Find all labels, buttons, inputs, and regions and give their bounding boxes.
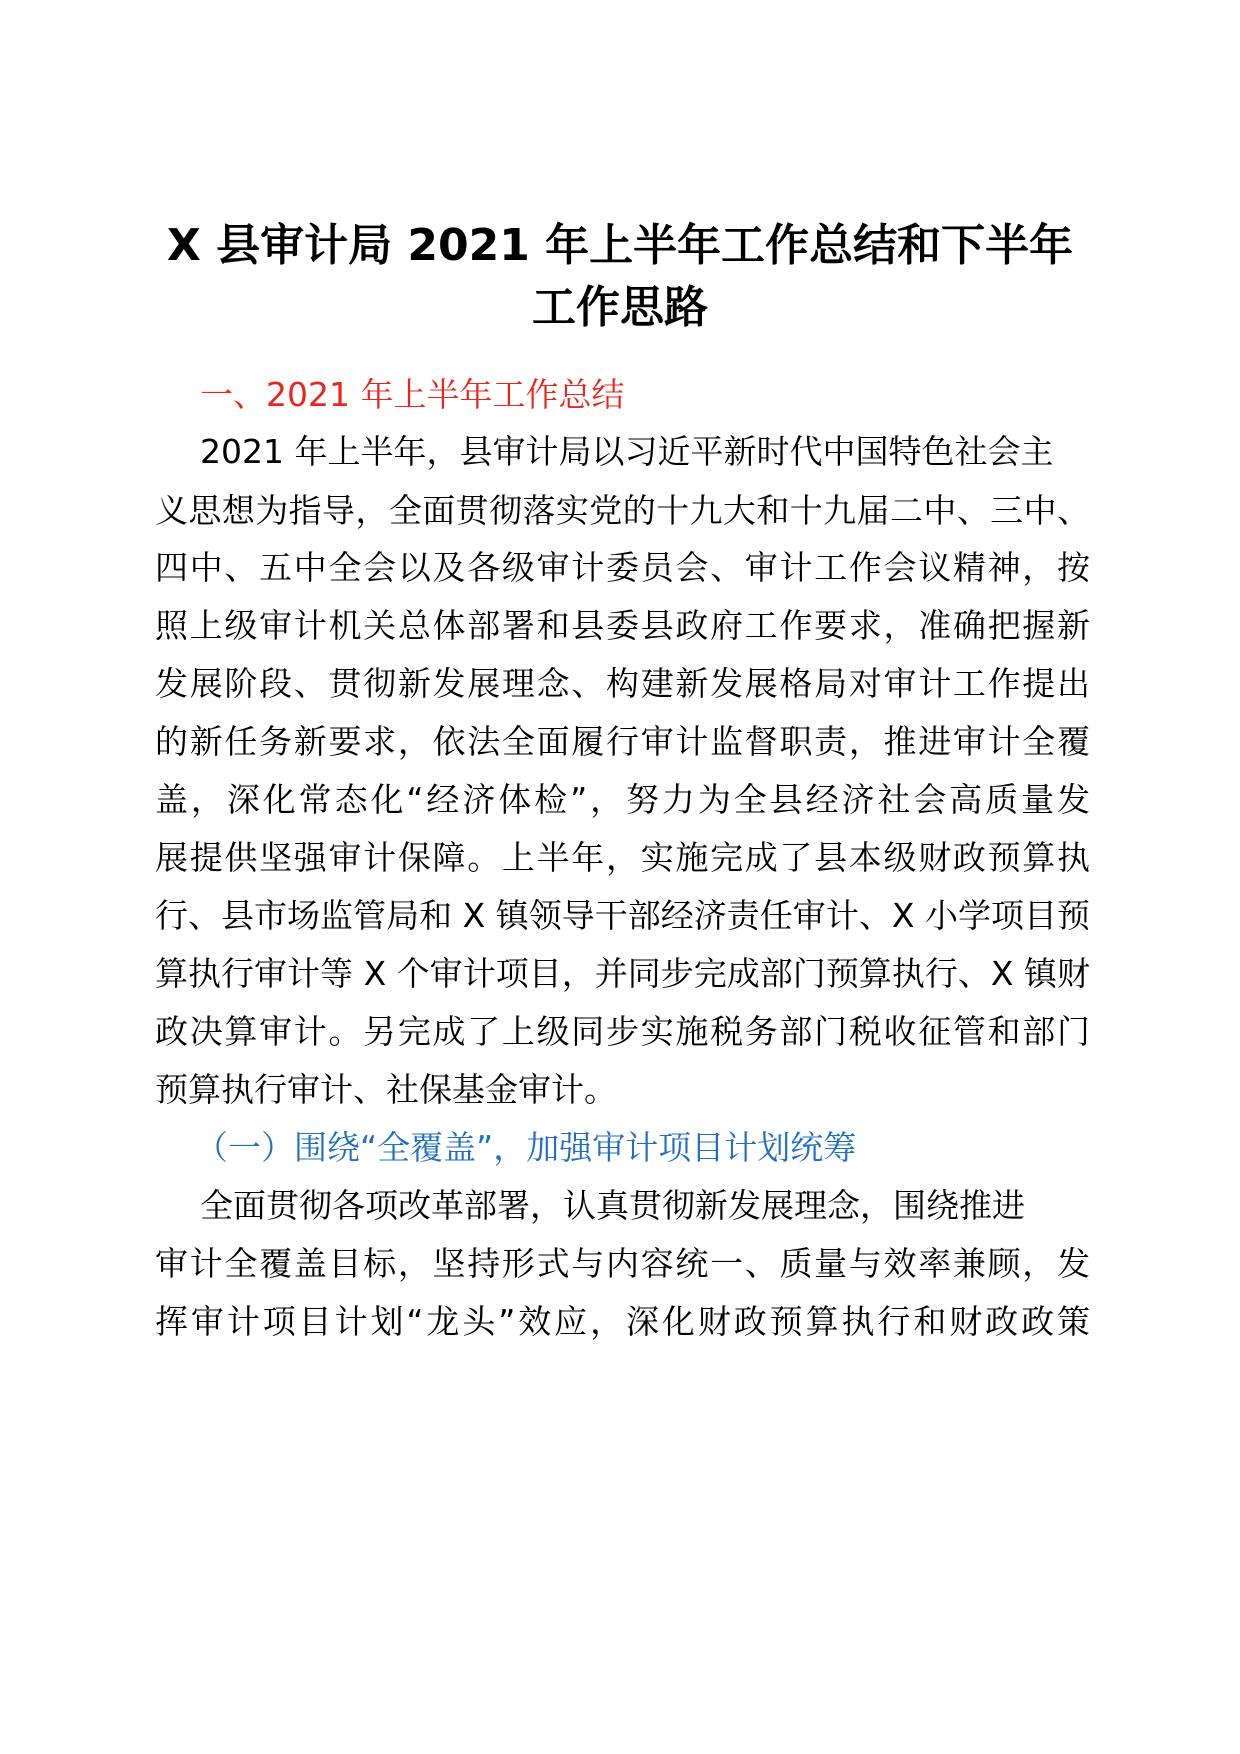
paragraph-line: 发展阶段、贯彻新发展理念、构建新发展格局对审计工作提出 [155, 664, 1090, 703]
document-title-line-2: 工作思路 [532, 282, 708, 333]
paragraph-line: 挥审计项目计划“龙头”效应，深化财政预算执行和财政政策 [155, 1302, 1090, 1341]
paragraph-line: 预算执行审计、社保基金审计。 [155, 1070, 617, 1109]
paragraph-line: 审计全覆盖目标，坚持形式与内容统一、质量与效率兼顾，发 [155, 1244, 1090, 1283]
paragraph-line: 义思想为指导，全面贯彻落实党的十九大和十九届二中、三中、 [155, 491, 1090, 530]
paragraph-line: 行、县市场监管局和 X 镇领导干部经济责任审计、X 小学项目预 [155, 896, 1090, 935]
paragraph-line: 2021 年上半年，县审计局以习近平新时代中国特色社会主 [200, 432, 1054, 471]
document-title-line-1: X 县审计局 2021 年上半年工作总结和下半年 [166, 220, 1074, 271]
paragraph-line: 照上级审计机关总体部署和县委县政府工作要求，准确把握新 [155, 606, 1090, 645]
paragraph-line: 政决算审计。另完成了上级同步实施税务部门税收征管和部门 [155, 1012, 1090, 1051]
paragraph-line: 展提供坚强审计保障。上半年，实施完成了县本级财政预算执 [155, 838, 1090, 877]
paragraph-line: 的新任务新要求，依法全面履行审计监督职责，推进审计全覆 [155, 722, 1090, 761]
paragraph-line: 算执行审计等 X 个审计项目，并同步完成部门预算执行、X 镇财 [155, 954, 1090, 993]
paragraph-line: 盖，深化常态化“经济体检”，努力为全县经济社会高质量发 [155, 780, 1090, 819]
paragraph-line: 全面贯彻各项改革部署，认真贯彻新发展理念，围绕推进 [200, 1186, 1025, 1225]
subsection-heading: （一）围绕“全覆盖”，加强审计项目计划统筹 [195, 1128, 857, 1167]
section-heading: 一、2021 年上半年工作总结 [200, 375, 625, 414]
paragraph-line: 四中、五中全会以及各级审计委员会、审计工作会议精神，按 [155, 548, 1090, 587]
